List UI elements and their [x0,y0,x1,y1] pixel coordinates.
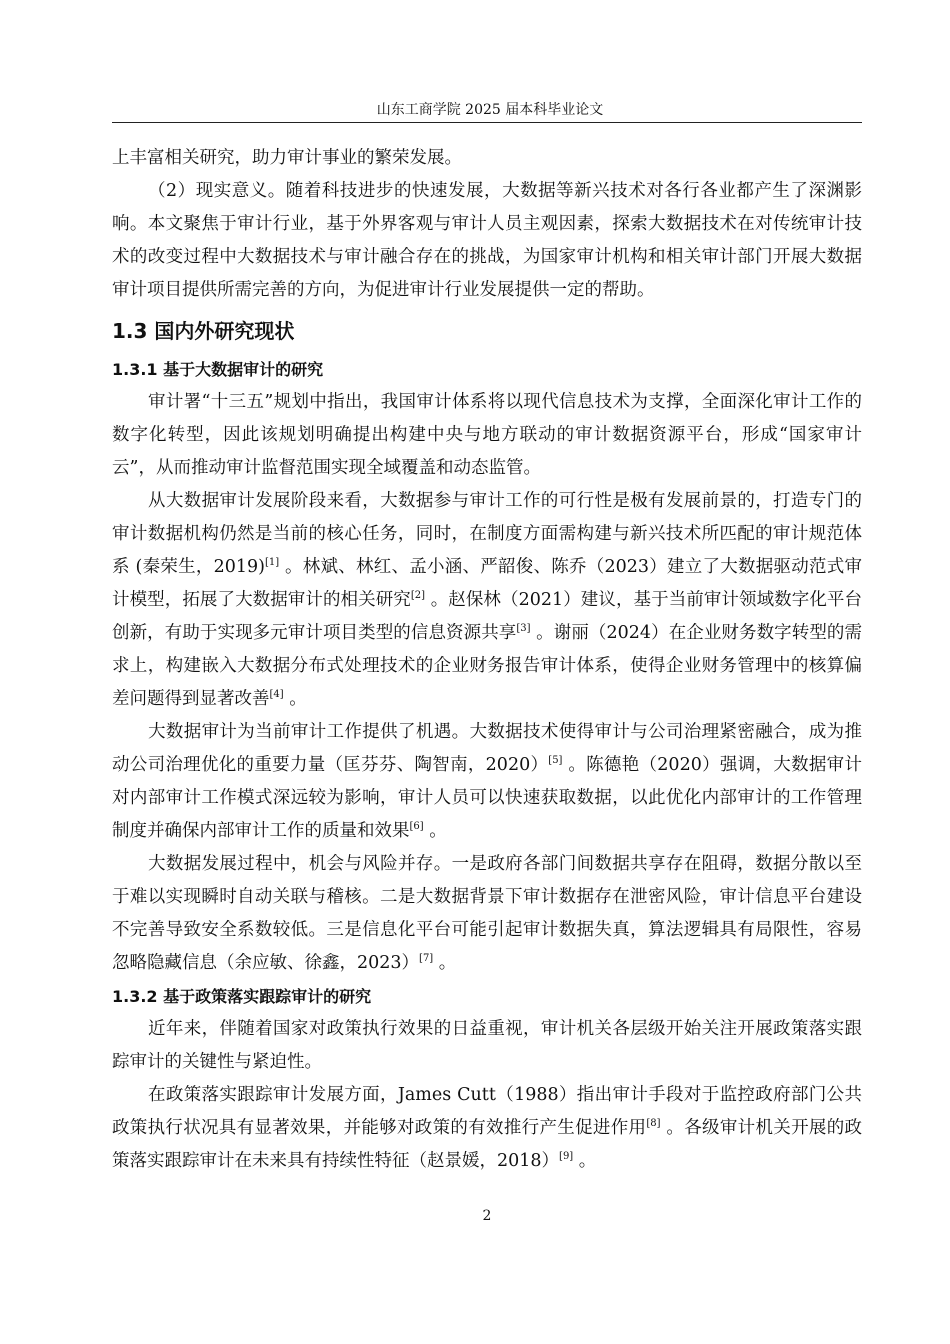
text-run: 。陈德艳（2020）强调，大数据审计对内部审计工作模式深远较为影响，审计人员可以快速获取数据，以此优化内部审计的工作管理制度并确保内部审计工作的质量和效果 [112,755,862,841]
text-run: 。赵保林（2021）建议，基于当前审计领域数字化平台创新，有助于实现多元审计项目类型的信息资源共享 [112,590,862,643]
header-rule [112,122,862,123]
text-run: 。各级审计机关开展的政策落实跟踪审计在未来具有持续性特征（赵景媛，2018） [112,1118,863,1171]
citation-ref: [4] [269,689,284,701]
text-run: 。谢丽（2024）在企业财务数字转型的需求上，构建嵌入大数据分布式处理技术的企业财务报告审计体系，使得企业财务管理中的核算偏差问题得到显著改善 [112,623,862,709]
text-run: 大数据审计为当前审计工作提供了机遇。大数据技术使得审计与公司治理紧密融合，成为推动公司治理优化的重要力量（匡芬芬、陶智南，2020） [112,722,862,775]
paragraph-big-data-stage [112,485,862,716]
citation-ref: [3] [516,623,531,635]
paragraph-opportunity [112,716,862,848]
paragraph-audit-plan: 审计署“十三五”规划中指出，我国审计体系将以现代信息技术为支撑，全面深化审计工作的数字化转型，因此该规划明确提出构建中央与地方联动的审计数据资源平台，形成“国家审计云”，从而推动审计监督范围实现全域覆盖和动态监管。 [112,392,862,478]
text-run: 。 [573,1151,597,1171]
text-run: 。 [433,953,457,973]
page-body [112,142,862,1178]
section-heading-1-3: 1.3 国内外研究现状 [112,319,295,343]
text-run: 。 [423,821,447,841]
paragraph-policy-intro: 近年来，伴随着国家对政策执行效果的日益重视，审计机关各层级开始关注开展政策落实跟踪审计的关键性与紧迫性。 [112,1019,862,1072]
subsection-heading-1-3-2: 1.3.2 基于政策落实跟踪审计的研究 [112,987,372,1006]
text-run: 。林斌、林红、孟小涵、严韶俊、陈乔（2023）建立了大数据驱动范式审计模型，拓展了大数据审计的相关研究 [112,557,862,610]
citation-ref: [2] [410,590,426,602]
paragraph-policy-development [112,1079,862,1178]
text-run: 。 [283,689,307,709]
page-number: 2 [482,1208,492,1224]
paragraph-continuation: 上丰富相关研究，助力审计事业的繁荣发展。 [112,148,462,168]
subsection-heading-1-3-1: 1.3.1 基于大数据审计的研究 [112,360,324,379]
running-header: 山东工商学院 2025 届本科毕业论文 [376,102,604,118]
citation-ref: [6] [409,821,424,833]
citation-ref: [8] [646,1118,661,1130]
citation-ref: [1] [265,557,280,569]
citation-ref: [9] [559,1151,574,1163]
citation-ref: [5] [548,755,563,767]
paragraph-practical-significance: （2）现实意义。随着科技进步的快速发展，大数据等新兴技术对各行各业都产生了深渊影响。本文聚焦于审计行业，基于外界客观与审计人员主观因素，探索大数据技术在对传统审计技术的改变过程中大数据技术与审计融合存在的挑战，为国家审计机构和相关审计部门开展大数据审计项目提供所需完善的方向，为促进审计行业发展提供一定的帮助。 [112,181,862,300]
citation-ref: [7] [419,953,434,965]
text-run: 大数据发展过程中，机会与风险并存。一是政府各部门间数据共享存在阻碍，数据分散以至于难以实现瞬时自动关联与稽核。二是大数据背景下审计数据存在泄密风险，审计信息平台建设不完善导致安全系数较低。三是信息化平台可能引起审计数据失真，算法逻辑具有局限性，容易忽略隐藏信息（余应敏、徐鑫，2023） [112,854,862,973]
text-run: 在政策落实跟踪审计发展方面，James Cutt（1988）指出审计手段对于监控政府部门公共政策执行状况具有显著效果，并能够对政策的有效推行产生促进作用 [112,1085,862,1138]
text-run: 从大数据审计发展阶段来看，大数据参与审计工作的可行性是极有发展前景的，打造专门的审计数据机构仍然是当前的核心任务，同时，在制度方面需构建与新兴技术所匹配的审计规范体系 (秦荣生，2019) [112,491,862,577]
paragraph-risks [112,848,862,980]
